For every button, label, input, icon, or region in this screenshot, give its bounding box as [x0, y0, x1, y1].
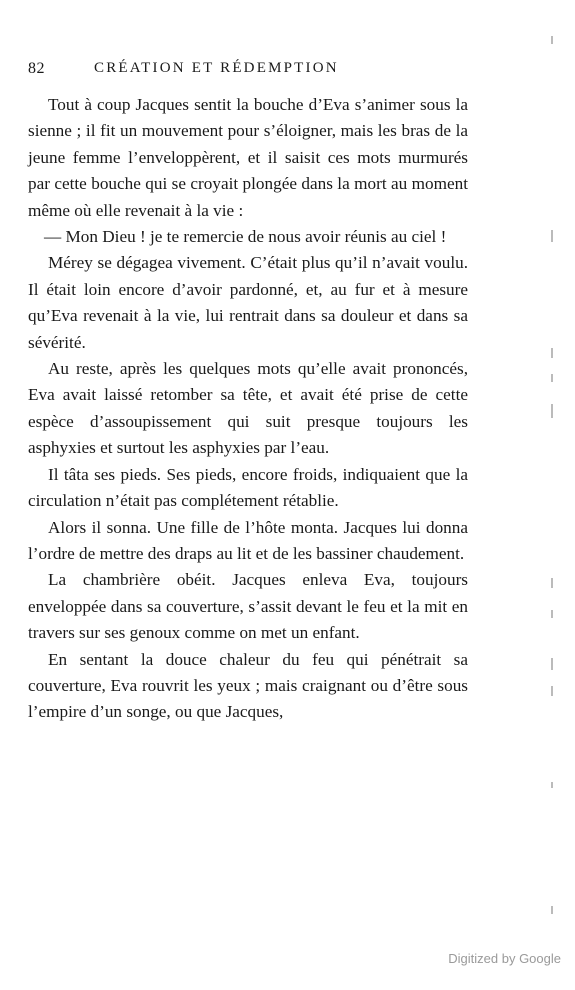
paragraph: Alors il sonna. Une fille de l’hôte monta. Jacques lui donna l’ordre de mettre des draps au lit et de les bassiner chaudement. [28, 517, 468, 563]
page-header [28, 60, 468, 84]
paragraph: Mérey se dégagea vivement. C’était plus qu’il n’avait voulu. Il était loin encore d’avoir pardonné, et, au fur et à mesure qu’Eva revenait à la vie, lui rentrait dans sa douleur et dans sa sévérité. [28, 253, 468, 352]
paragraph: La chambrière obéit. Jacques enleva Eva, toujours enveloppée dans sa couverture, s’assit devant le feu et la mit en travers sur ses genoux comme on met un enfant. [28, 570, 468, 643]
paragraph: Il tâta ses pieds. Ses pieds, encore froids, indiquaient que la circulation n’était pas complétement rétablie. [28, 464, 468, 511]
body-text [28, 92, 468, 726]
paragraph: En sentant la douce chaleur du feu qui pénétrait sa couverture, Eva rouvrit les yeux ; mais craignant ou d’être sous l’empire d’un songe, ou que Jacques, [28, 649, 468, 722]
paragraph: Tout à coup Jacques sentit la bouche d’Eva s’animer sous la sienne ; il fit un mouvement pour s’éloigner, mais les bras de la jeune femme l’enveloppèrent, et il saisit ces mots murmurés par cette bouche qui se croyait plongée dans la mort au moment même où elle revenait à la vie : [28, 95, 468, 220]
paragraph: Au reste, après les quelques mots qu’elle avait prononcés, Eva avait laissé retomber sa tête, et avait été prise de cette espèce d’assoupissement qui suit presque toujours les asphyxies et surtout les asphyxies par l’eau. [28, 359, 468, 458]
digitized-watermark: Digitized by Google [448, 951, 561, 966]
page-number: 82 [28, 60, 45, 77]
paragraph: — Mon Dieu ! je te remercie de nous avoir réunis au ciel ! [44, 227, 447, 247]
running-head: CRÉATION ET RÉDEMPTION [94, 60, 339, 76]
scan-edge-marks [547, 30, 557, 950]
